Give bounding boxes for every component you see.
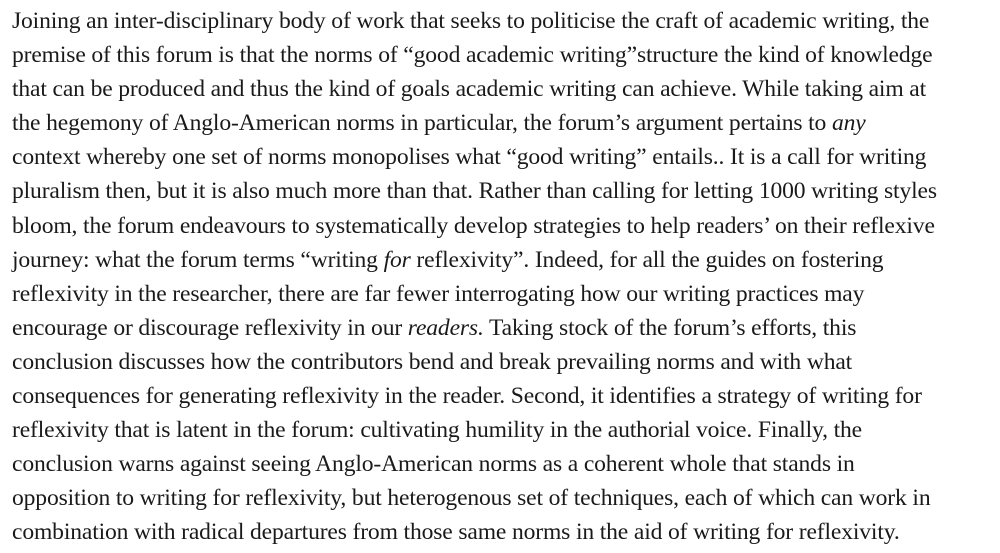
text-segment: encourage or discourage reflexivity in our [12,314,408,341]
text-line [12,345,982,379]
italic-emphasis: any [831,110,866,137]
italic-emphasis: readers. [407,314,484,341]
text-line [12,481,982,515]
text-line [12,72,982,106]
italic-emphasis: for [383,246,411,273]
text-line [12,311,982,345]
text-line [12,277,982,311]
text-line [12,38,982,72]
text-segment: journey: what the forum terms “writing [12,246,384,273]
text-segment: bloom, the forum endeavours to systematically develop strategies to help readers’ on their reflexive [12,212,935,239]
text-segment: reflexivity in the researcher, there are far fewer interrogating how our writing practices may [12,280,865,307]
text-segment: opposition to writing for reflexivity, but heterogenous set of techniques, each of which can work in [12,485,931,512]
text-segment: consequences for generating reflexivity in the reader. Second, it identifies a strategy of writing for [12,383,922,410]
text-segment: pluralism then, but it is also much more than that. Rather than calling for letting 1000 writing styles [12,178,937,205]
text-segment: the hegemony of Anglo-American norms in particular, the forum’s argument pertains to [12,110,832,137]
text-line [12,413,982,447]
text-line [12,174,982,208]
text-segment: premise of this forum is that the norms of “good academic writing”structure the kind of knowledge [12,42,933,69]
text-segment: reflexivity that is latent in the forum: cultivating humility in the authorial voice. Finally, the [12,417,862,444]
text-line [12,4,982,38]
text-segment: Taking stock of the forum’s efforts, this [483,314,857,341]
text-line [12,379,982,413]
text-segment: Joining an inter-disciplinary body of work that seeks to politicise the craft of academic writing, the [12,8,930,34]
text-segment: conclusion warns against seeing Anglo-American norms as a coherent whole that stands in [12,451,855,478]
text-line [12,447,982,481]
text-segment: context whereby one set of norms monopolises what “good writing” entails.. It is a call for writing [12,144,927,171]
text-line [12,515,982,549]
text-line [12,209,982,243]
text-segment: combination with radical departures from those same norms in the aid of writing for reflexivity. [12,519,900,546]
text-line [12,140,982,174]
text-segment: reflexivity”. Indeed, for all the guides on fostering [410,246,884,273]
text-segment: that can be produced and thus the kind of goals academic writing can achieve. While taking aim at [12,76,927,103]
abstract-paragraph [12,0,982,550]
text-segment: conclusion discusses how the contributors bend and break prevailing norms and with what [12,348,853,375]
text-line [12,243,982,277]
text-line [12,106,982,140]
